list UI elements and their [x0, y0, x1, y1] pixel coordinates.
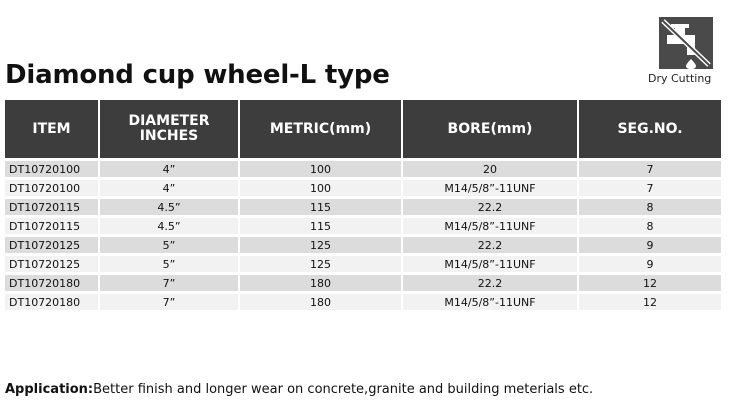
col-metric-header: METRIC(mm) — [238, 100, 401, 158]
table-body — [5, 161, 721, 310]
cell-bore: 22.2 — [401, 237, 577, 253]
cell-seg: 9 — [577, 237, 721, 253]
col-item-header: ITEM — [5, 100, 98, 158]
cell-metric: 180 — [238, 275, 401, 291]
table-row — [5, 256, 721, 272]
dry-cutting-caption: Dry Cutting — [648, 72, 712, 85]
table-row — [5, 294, 721, 310]
cell-seg: 8 — [577, 199, 721, 215]
cell-metric: 115 — [238, 218, 401, 234]
col-bore-header: BORE(mm) — [401, 100, 577, 158]
cell-bore: M14/5/8”-11UNF — [401, 180, 577, 196]
cell-diameter: 4.5” — [98, 199, 238, 215]
col-diameter-header: DIAMETER INCHES — [98, 100, 238, 158]
cell-diameter: 5” — [98, 256, 238, 272]
application-note — [5, 382, 593, 397]
cell-metric: 125 — [238, 256, 401, 272]
cell-metric: 115 — [238, 199, 401, 215]
table-row — [5, 218, 721, 234]
col-seg-header: SEG.NO. — [577, 100, 721, 158]
cell-bore: 20 — [401, 161, 577, 177]
cell-item: DT10720180 — [5, 294, 98, 310]
table-row — [5, 199, 721, 215]
cell-item: DT10720100 — [5, 180, 98, 196]
table-header-row — [5, 100, 721, 158]
table-row — [5, 237, 721, 253]
cell-seg: 7 — [577, 180, 721, 196]
cell-seg: 12 — [577, 294, 721, 310]
cell-item: DT10720115 — [5, 199, 98, 215]
table-row — [5, 161, 721, 177]
cell-item: DT10720115 — [5, 218, 98, 234]
cell-diameter: 4” — [98, 161, 238, 177]
cell-metric: 100 — [238, 180, 401, 196]
cell-item: DT10720180 — [5, 275, 98, 291]
cell-metric: 180 — [238, 294, 401, 310]
cell-bore: 22.2 — [401, 275, 577, 291]
cell-diameter: 7” — [98, 275, 238, 291]
cell-seg: 8 — [577, 218, 721, 234]
cell-item: DT10720125 — [5, 256, 98, 272]
cell-bore: 22.2 — [401, 199, 577, 215]
cell-diameter: 5” — [98, 237, 238, 253]
cell-seg: 9 — [577, 256, 721, 272]
application-text: Better finish and longer wear on concrete,granite and building meterials etc. — [93, 382, 594, 397]
cell-item: DT10720125 — [5, 237, 98, 253]
cell-seg: 12 — [577, 275, 721, 291]
cell-bore: M14/5/8”-11UNF — [401, 256, 577, 272]
cell-diameter: 4.5” — [98, 218, 238, 234]
cell-metric: 100 — [238, 161, 401, 177]
cell-metric: 125 — [238, 237, 401, 253]
spec-table — [5, 97, 721, 313]
cell-item: DT10720100 — [5, 161, 98, 177]
page-title: Diamond cup wheel-L type — [5, 60, 390, 90]
cell-diameter: 4” — [98, 180, 238, 196]
dry-cutting-icon — [659, 17, 713, 69]
cell-bore: M14/5/8”-11UNF — [401, 218, 577, 234]
spec-table-container — [5, 100, 721, 313]
table-row — [5, 275, 721, 291]
cell-bore: M14/5/8”-11UNF — [401, 294, 577, 310]
cell-diameter: 7” — [98, 294, 238, 310]
cell-seg: 7 — [577, 161, 721, 177]
table-row — [5, 180, 721, 196]
application-label: Application: — [5, 382, 94, 397]
